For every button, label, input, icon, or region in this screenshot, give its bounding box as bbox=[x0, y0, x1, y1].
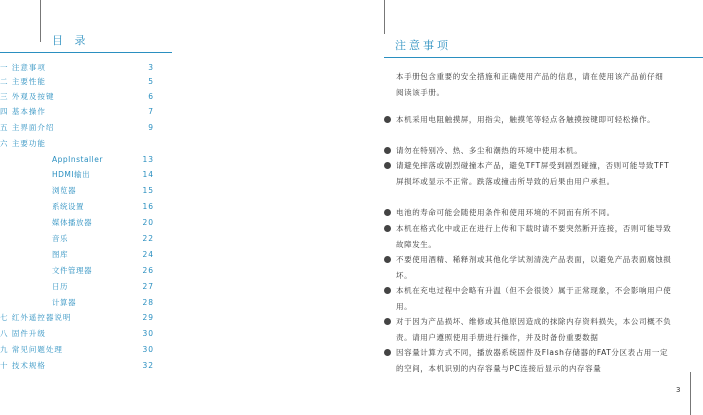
toc-entry-label: 三 外观及按键 bbox=[0, 92, 55, 101]
bullet-icon bbox=[384, 162, 391, 169]
toc-entry[interactable] bbox=[0, 168, 160, 182]
precaution-item bbox=[384, 143, 674, 159]
toc-entry-page: 20 bbox=[142, 218, 154, 227]
toc-entry-page: 32 bbox=[142, 361, 154, 370]
precaution-item bbox=[384, 158, 674, 189]
bullet-icon bbox=[384, 147, 391, 154]
toc-title-rule bbox=[0, 52, 172, 53]
right-margin-line bbox=[690, 372, 691, 415]
toc-entry-label: 八 固件升级 bbox=[0, 329, 46, 338]
precaution-text: 不要使用酒精、稀释剂或其他化学试剂清洗产品表面，以避免产品表面腐蚀损坏。 bbox=[396, 255, 672, 280]
toc-entry-page: 29 bbox=[142, 313, 154, 322]
center-fold-line bbox=[384, 0, 385, 34]
bullet-icon bbox=[384, 318, 391, 325]
precaution-text: 请勿在特别冷、热、多尘和潮热的环境中使用本机。 bbox=[396, 146, 583, 155]
toc-entry-page: 9 bbox=[148, 123, 154, 132]
precaution-text: 对于因为产品损坏、维修或其他原因造成的抹除内存资料损失，本公司概不负责。请用户遵照使用手册进行操作，并及时备份重要数据 bbox=[396, 317, 672, 342]
toc-entry-page: 26 bbox=[142, 266, 154, 275]
toc-entry-page: 14 bbox=[142, 170, 154, 179]
precaution-text: 因容量计算方式不同，播放器系统固件及Flash存储器的FAT分区表占用一定的空间，本机识别的内存容量与PC连接后显示的内存容量 bbox=[396, 348, 669, 373]
toc-entry-label: 七 红外遥控器说明 bbox=[0, 313, 72, 322]
precaution-text: 本机采用电阻触摸屏，用指尖，触摸笔等轻点各触摸按键即可轻松操作。 bbox=[396, 115, 656, 124]
toc-entry-label: 一 注意事项 bbox=[0, 63, 46, 72]
toc-title: 目 录 bbox=[52, 34, 90, 47]
toc-entry[interactable] bbox=[0, 75, 160, 89]
toc-entry-label: 九 常见问题处理 bbox=[0, 345, 63, 354]
toc-entry-page: 16 bbox=[142, 202, 154, 211]
precaution-item bbox=[384, 112, 674, 128]
bullet-icon bbox=[384, 116, 391, 123]
toc-entry-label: HDMI输出 bbox=[52, 170, 91, 179]
toc-entry-label: 计算器 bbox=[52, 298, 76, 307]
toc-entry-label: 媒体播放器 bbox=[52, 218, 92, 227]
toc-entry-label: 浏览器 bbox=[52, 186, 76, 195]
precaution-item bbox=[384, 345, 674, 376]
toc-entry-label: AppInstaller bbox=[52, 155, 103, 164]
precaution-item bbox=[384, 314, 674, 345]
toc-entry[interactable] bbox=[0, 264, 160, 278]
precaution-text: 本机在充电过程中会略有升温（但不会很烫）属于正常现象，不会影响用户使用。 bbox=[396, 286, 672, 311]
toc-entry-page: 15 bbox=[142, 186, 154, 195]
toc-entry[interactable] bbox=[0, 359, 160, 373]
toc-entry[interactable] bbox=[0, 200, 160, 214]
toc-entry-page: 24 bbox=[142, 250, 154, 259]
bullet-icon bbox=[384, 349, 391, 356]
toc-entry[interactable] bbox=[0, 105, 160, 119]
toc-entry[interactable] bbox=[0, 327, 160, 341]
toc-entry-page: 5 bbox=[148, 77, 154, 86]
toc-entry-label: 系统设置 bbox=[52, 202, 84, 211]
toc-entry[interactable] bbox=[0, 296, 160, 310]
toc-entry[interactable] bbox=[0, 61, 160, 75]
toc-entry[interactable] bbox=[0, 121, 160, 135]
toc-entry[interactable] bbox=[0, 90, 160, 104]
toc-entry-label: 四 基本操作 bbox=[0, 107, 46, 116]
precaution-text: 请避免摔落或剧烈碰撞本产品，避免TFT屏受到剧烈碰撞，否则可能导致TFT屏损坏或显示不正常。跌落或撞击所导致的后果由用户承担。 bbox=[396, 161, 670, 186]
toc-entry-label: 二 主要性能 bbox=[0, 77, 46, 86]
page-number: 3 bbox=[676, 386, 681, 394]
precaution-item bbox=[384, 221, 674, 252]
toc-entry-page: 6 bbox=[148, 92, 154, 101]
precaution-item bbox=[384, 252, 674, 283]
precaution-item bbox=[384, 283, 674, 314]
toc-entry-label: 五 主界面介绍 bbox=[0, 123, 55, 132]
toc-entry-label: 音乐 bbox=[52, 234, 68, 243]
bullet-icon bbox=[384, 287, 391, 294]
toc-entry[interactable] bbox=[0, 232, 160, 246]
toc-entry-page: 22 bbox=[142, 234, 154, 243]
toc-entry-page: 30 bbox=[142, 345, 154, 354]
toc-entry[interactable] bbox=[0, 137, 160, 151]
toc-entry[interactable] bbox=[0, 153, 160, 167]
bullet-icon bbox=[384, 225, 391, 232]
toc-entry[interactable] bbox=[0, 248, 160, 262]
bullet-icon bbox=[384, 256, 391, 263]
toc-entry[interactable] bbox=[0, 184, 160, 198]
precaution-text: 本机在格式化中或正在进行上传和下载时请不要突然断开连接，否则可能导致故障发生。 bbox=[396, 224, 672, 249]
left-margin-line bbox=[40, 0, 41, 42]
toc-entry[interactable] bbox=[0, 343, 160, 357]
toc-entry-label: 六 主要功能 bbox=[0, 139, 46, 148]
toc-entry[interactable] bbox=[0, 216, 160, 230]
bullet-icon bbox=[384, 209, 391, 216]
page-title: 注意事项 bbox=[395, 39, 451, 52]
toc-entry-label: 图库 bbox=[52, 250, 68, 259]
toc-entry-page: 13 bbox=[142, 155, 154, 164]
intro-paragraph: 本手册包含重要的安全措施和正确使用产品的信息，请在使用该产品前仔细阅读该手册。 bbox=[396, 72, 664, 97]
toc-entry-page: 27 bbox=[142, 282, 154, 291]
toc-entry-page: 3 bbox=[148, 63, 154, 72]
toc-entry-page: 7 bbox=[148, 107, 154, 116]
toc-entry-label: 日历 bbox=[52, 282, 68, 291]
page-title-rule bbox=[384, 57, 703, 58]
precaution-item bbox=[384, 205, 674, 221]
toc-entry-page: 28 bbox=[142, 298, 154, 307]
toc-entry[interactable] bbox=[0, 280, 160, 294]
toc-entry[interactable] bbox=[0, 311, 160, 325]
toc-entry-label: 文件管理器 bbox=[52, 266, 92, 275]
precaution-text: 电池的寿命可能会随使用条件和使用环境的不同而有所不同。 bbox=[396, 208, 615, 217]
toc-entry-label: 十 技术规格 bbox=[0, 361, 46, 370]
toc-entry-page: 30 bbox=[142, 329, 154, 338]
